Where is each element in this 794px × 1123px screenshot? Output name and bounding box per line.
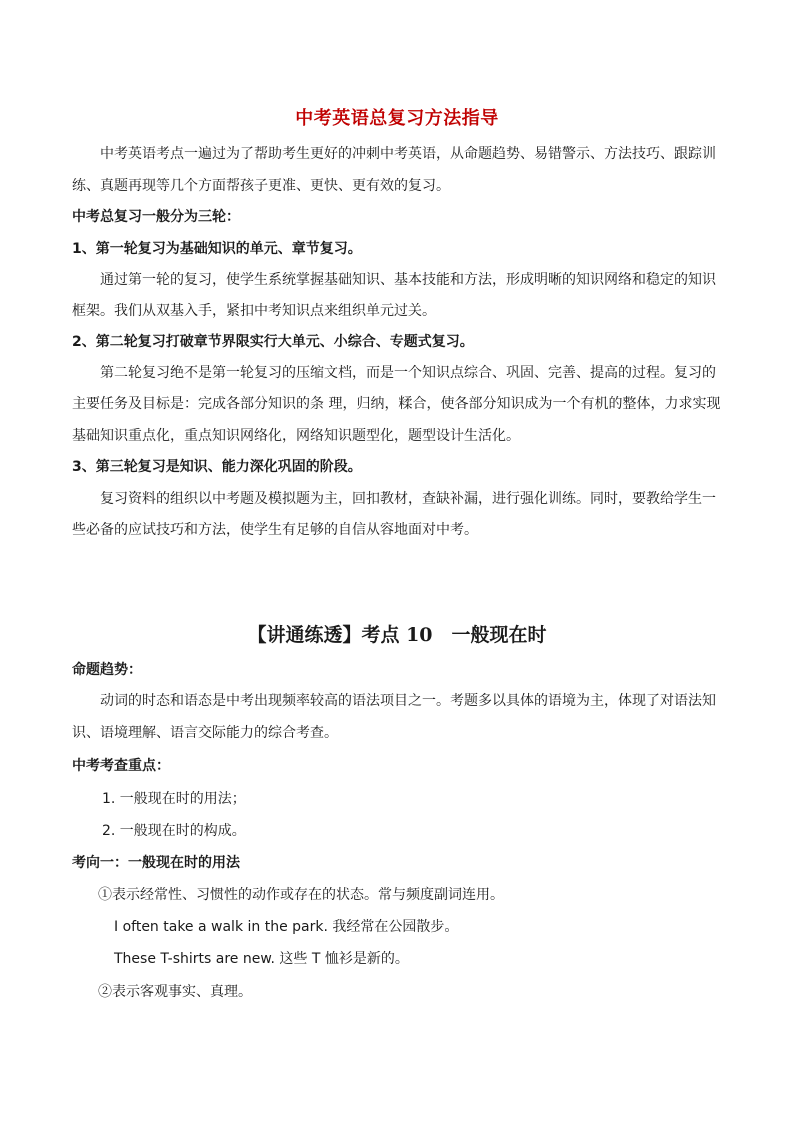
round1-line-2: 框架。我们从双基入手，紧扣中考知识点来组织单元过关。: [72, 303, 436, 319]
direction1-point-1: ①表示经常性、习惯性的动作或存在的状态。常与频度副词连用。: [98, 887, 504, 903]
round2-line-1: 第二轮复习绝不是第一轮复习的压缩文档，而是一个知识点综合、巩固、完善、提高的过程。复习的: [100, 365, 716, 381]
direction1-example-1: I often take a walk in the park. 我经常在公园散步。: [114, 919, 459, 935]
round2-heading: 2、第二轮复习打破章节界限实行大单元、小综合、专题式复习。: [72, 334, 474, 350]
focus-heading: 中考考查重点：: [72, 758, 170, 774]
trend-line-2: 识、语境理解、语言交际能力的综合考查。: [72, 725, 338, 741]
direction1-example-2: These T-shirts are new. 这些 T 恤衫是新的。: [114, 951, 409, 967]
round1-line-1: 通过第一轮的复习，使学生系统掌握基础知识、基本技能和方法，形成明晰的知识网络和稳定的知识: [100, 272, 716, 288]
round3-line-1: 复习资料的组织以中考题及模拟题为主，回扣教材，查缺补漏，进行强化训练。同时，要教给学生一: [100, 491, 716, 507]
trend-heading: 命题趋势：: [72, 662, 142, 678]
focus-item-2: 2. 一般现在时的构成。: [102, 823, 246, 839]
direction1-point-2: ②表示客观事实、真理。: [98, 984, 252, 1000]
intro-line-1: 中考英语考点一遍过为了帮助考生更好的冲刺中考英语，从命题趋势、易错警示、方法技巧、跟踪训: [100, 146, 716, 162]
rounds-heading: 中考总复习一般分为三轮：: [72, 209, 240, 225]
intro-line-2: 练、真题再现等几个方面帮孩子更准、更快、更有效的复习。: [72, 178, 450, 194]
round2-line-2: 主要任务及目标是：完成各部分知识的条 理，归纳，糅合，使各部分知识成为一个有机的整体，力求实现: [72, 396, 721, 412]
round2-line-3: 基础知识重点化，重点知识网络化，网络知识题型化，题型设计生活化。: [72, 428, 520, 444]
round3-line-2: 些必备的应试技巧和方法，使学生有足够的自信从容地面对中考。: [72, 522, 478, 538]
page-title: 中考英语总复习方法指导: [295, 108, 499, 129]
trend-line-1: 动词的时态和语态是中考出现频率较高的语法项目之一。考题多以具体的语境为主，体现了对语法知: [100, 693, 716, 709]
section-title: 【讲通练透】考点 10 一般现在时: [247, 624, 547, 646]
round3-heading: 3、第三轮复习是知识、能力深化巩固的阶段。: [72, 459, 362, 475]
focus-item-1: 1. 一般现在时的用法；: [102, 791, 246, 807]
direction1-heading: 考向一：一般现在时的用法: [72, 855, 240, 871]
round1-heading: 1、第一轮复习为基础知识的单元、章节复习。: [72, 241, 362, 257]
